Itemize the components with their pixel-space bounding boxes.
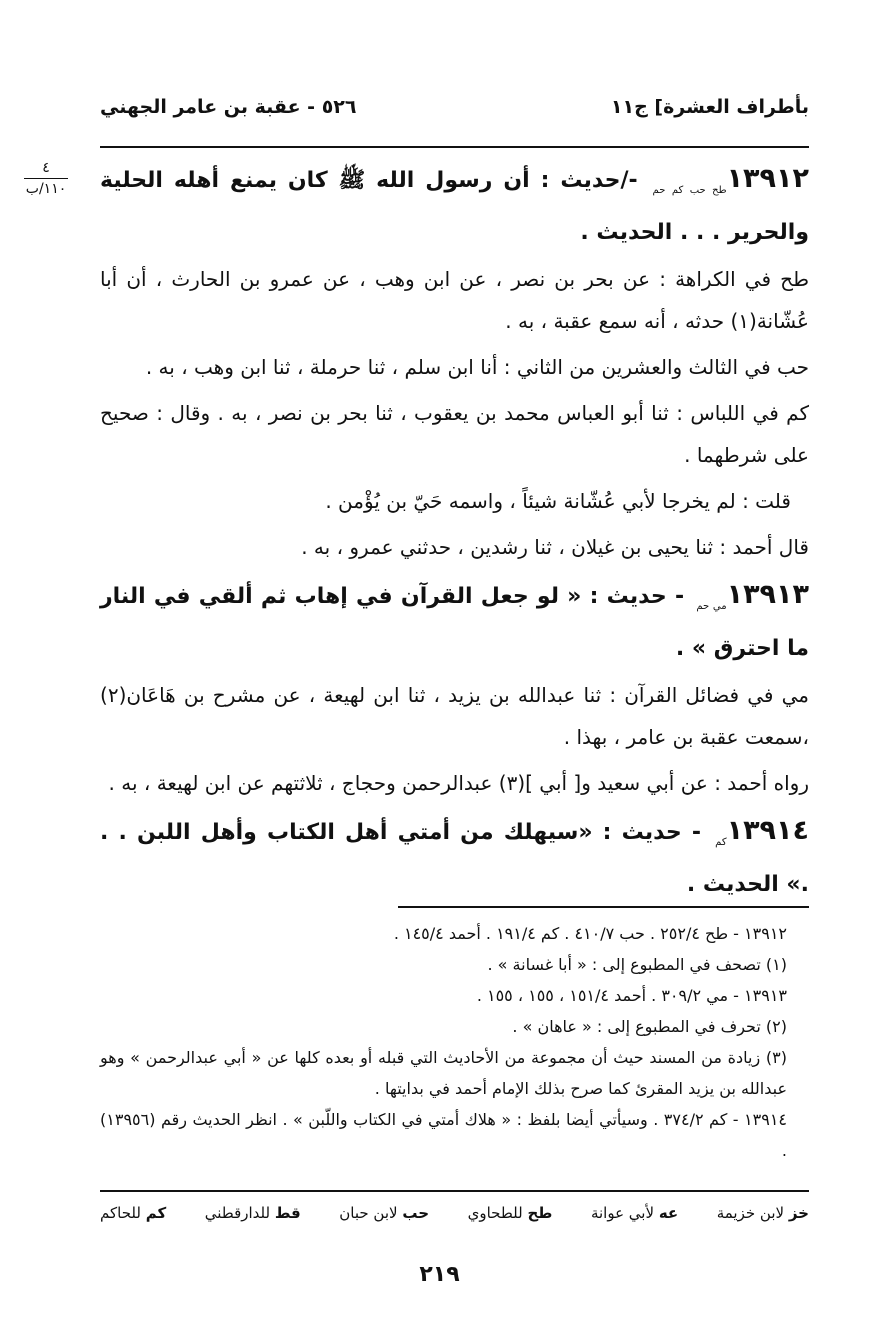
running-header-left: ٥٢٦ - عقبة بن عامر الجهني [100, 96, 357, 118]
entry-number: ١٣٩١٤ [726, 815, 809, 846]
abbreviation-item [591, 1200, 678, 1226]
hadith-entry [100, 158, 809, 568]
abbreviation-code: طح [527, 1204, 553, 1222]
footnote: (٢) تحرف في المطبوع إلى : « عاهان » . [512, 1017, 787, 1036]
abbreviations-key [100, 1200, 809, 1226]
margin-note-top: ٤ [24, 160, 68, 179]
abbreviation-item [205, 1200, 301, 1226]
running-header-right: بأطراف العشرة] ج١١ [610, 96, 809, 118]
abbreviation-name: لابن حبان [339, 1204, 398, 1222]
main-text [100, 158, 809, 906]
source-paragraph: حب في الثالث والعشرين من الثاني : أنا ابن سلم ، ثنا حرملة ، ثنا ابن وهب ، به . [145, 355, 809, 379]
footnote-rule [398, 906, 809, 908]
hadith-entry [100, 810, 809, 906]
comment-paragraph: قلت : لم يخرجا لأبي عُشّانة شيئاً ، واسمه حَيّ بن يُؤْمن . [325, 489, 791, 513]
footnote: (٣) زيادة من المسند حيث أن مجموعة من الأحاديث التي قبله أو بعده كلها عن « أبي عبدالرحمن » وهو عبدالله بن يزيد المقرئ كما صرح بذلك الإمام أحمد في بدايتها . [100, 1048, 787, 1098]
entry-number: ١٣٩١٣ [726, 579, 809, 610]
abbreviation-name: للدارقطني [204, 1204, 271, 1222]
abbreviation-item [339, 1200, 429, 1226]
source-paragraph: كم في اللباس : ثنا أبو العباس محمد بن يعقوب ، ثنا بحر بن نصر ، به . وقال : صحيح على شرطهما . [100, 401, 809, 467]
entry-heading-text: - حديث : «سيهلك من أمتي أهل الكتاب وأهل اللبن . . .» الحديث . [100, 820, 809, 897]
footnotes [100, 918, 809, 1166]
source-paragraph: مي في فضائل القرآن : ثنا عبدالله بن يزيد ، ثنا ابن لهيعة ، عن مشرح بن هَاعَان(٢) ،سمعت عقبة بن عامر ، بهذا . [100, 683, 809, 749]
entry-number: ١٣٩١٢ [726, 163, 809, 194]
footnote: ١٣٩١٢ - طح ٢٥٢/٤ . حب ٤١٠/٧ . كم ١٩١/٤ . أحمد ١٤٥/٤ . [393, 924, 787, 943]
abbreviation-code: خز [788, 1204, 809, 1222]
abbreviation-name: للطحاوي [467, 1204, 523, 1222]
source-paragraph: رواه أحمد : عن أبي سعيد و[ أبي ](٣) عبدالرحمن وحجاج ، ثلاثتهم عن ابن لهيعة ، به . [108, 771, 809, 795]
abbreviation-code: حب [402, 1204, 430, 1222]
footnote: ١٣٩١٣ - مي ٣٠٩/٢ . أحمد ١٥١/٤ ، ١٥٥ ، ١٥٥ . [476, 986, 787, 1005]
margin-note-bottom: ١١٠/ب [25, 181, 67, 197]
entry-sigla: مي حم [696, 601, 727, 612]
entry-heading [100, 810, 809, 906]
entry-heading-text: -/حديث : أن رسول الله ﷺ كان يمنع أهله الحلية والحرير . . . الحديث . [100, 168, 809, 245]
footnote: ١٣٩١٤ - كم ٣٧٤/٢ . وسيأتي أيضا بلفظ : « هلاك أمتي في الكتاب واللّبن » . انظر الحديث رقم (١٣٩٥٦) . [100, 1110, 788, 1160]
entry-heading-text: - حديث : « لو جعل القرآن في إهاب ثم ألقي في النار ما احترق » . [100, 584, 809, 661]
abbreviation-name: لابن خزيمة [716, 1204, 785, 1222]
abbreviation-code: كم [145, 1204, 167, 1222]
entry-sigla: طح حب كم حم [652, 185, 727, 196]
abbreviation-code: قط [274, 1204, 301, 1222]
abbreviation-item [717, 1200, 809, 1226]
header-rule [100, 146, 809, 148]
source-paragraph: طح في الكراهة : عن بحر بن نصر ، عن ابن وهب ، عن عمرو بن الحارث ، أن أبا عُشّانة(١) حدثه ، أنه سمع عقبة ، به . [100, 267, 809, 333]
entry-heading [100, 574, 809, 670]
page-number: ٢١٩ [419, 1262, 460, 1287]
margin-note [16, 160, 76, 197]
abbreviations-rule [100, 1190, 809, 1192]
abbreviation-code: عه [658, 1204, 679, 1222]
source-paragraph: قال أحمد : ثنا يحيى بن غيلان ، ثنا رشدين ، حدثني عمرو ، به . [301, 535, 809, 559]
abbreviation-item [468, 1200, 553, 1226]
hadith-entry [100, 574, 809, 804]
entry-heading [100, 158, 809, 254]
abbreviation-name: للحاكم [100, 1204, 141, 1222]
abbreviation-item [100, 1200, 166, 1226]
entry-sigla: كم [715, 837, 727, 848]
footnote: (١) تصحف في المطبوع إلى : « أبا غسانة » . [487, 955, 787, 974]
abbreviation-name: لأبي عوانة [590, 1204, 655, 1222]
